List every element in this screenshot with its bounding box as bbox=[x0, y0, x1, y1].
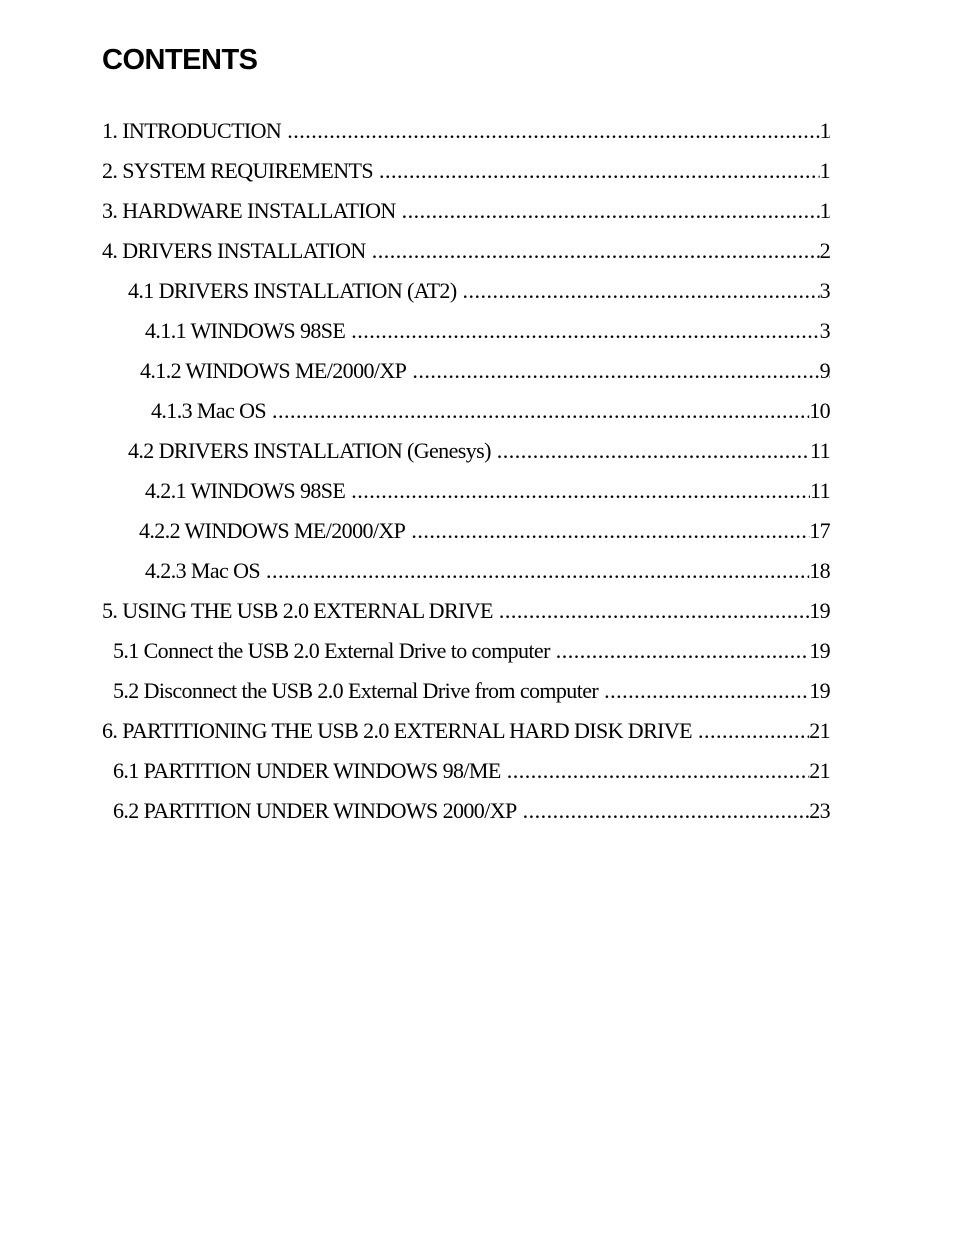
toc-entry-at2-windows-98se[interactable] bbox=[0, 311, 954, 351]
toc-entry-page: 21 bbox=[809, 751, 830, 791]
toc-entry-at2-windows-me-2000-xp[interactable] bbox=[0, 351, 954, 391]
toc-entry-introduction[interactable] bbox=[0, 111, 954, 151]
toc-entry-disconnect-drive[interactable] bbox=[0, 671, 954, 711]
toc-entry-page: 23 bbox=[809, 791, 830, 831]
toc-entry-page: 1 bbox=[820, 111, 830, 151]
toc-entry-label: 4.1.3 Mac OS ..... bbox=[151, 391, 830, 431]
toc-entry-page: 18 bbox=[809, 551, 830, 591]
toc-entry-label: 1. INTRODUCTION ..... bbox=[102, 111, 830, 151]
toc-entry-using-external-drive[interactable] bbox=[0, 591, 954, 631]
toc-entry-partition-98-me[interactable] bbox=[0, 751, 954, 791]
toc-entry-drivers-installation[interactable] bbox=[0, 231, 954, 271]
toc-entry-page: 3 bbox=[820, 311, 830, 351]
toc-entry-system-requirements[interactable] bbox=[0, 151, 954, 191]
toc-entry-partitioning[interactable] bbox=[0, 711, 954, 751]
toc-entry-label: 5.2 Disconnect the USB 2.0 External Drive from computer ..... bbox=[113, 671, 830, 711]
toc-entry-genesys-mac-os[interactable] bbox=[0, 551, 954, 591]
toc-entry-partition-2000-xp[interactable] bbox=[0, 791, 954, 831]
toc-entry-page: 17 bbox=[809, 511, 830, 551]
toc-entry-genesys-windows-98se[interactable] bbox=[0, 471, 954, 511]
toc-entry-drivers-installation-at2[interactable] bbox=[0, 271, 954, 311]
toc-entry-label: 4.1 DRIVERS INSTALLATION (AT2) ..... bbox=[128, 271, 830, 311]
toc-entry-label: 4.2.2 WINDOWS ME/2000/XP ..... bbox=[139, 511, 830, 551]
toc-entry-label: 4.2 DRIVERS INSTALLATION (Genesys) ..... bbox=[128, 431, 830, 471]
toc-entry-page: 1 bbox=[820, 191, 830, 231]
toc-entry-page: 1 bbox=[820, 151, 830, 191]
toc-entry-hardware-installation[interactable] bbox=[0, 191, 954, 231]
toc-entry-label: 5. USING THE USB 2.0 EXTERNAL DRIVE ..... bbox=[102, 591, 830, 631]
toc-entry-page: 21 bbox=[809, 711, 830, 751]
toc-entry-label: 6. PARTITIONING THE USB 2.0 EXTERNAL HARD DISK DRIVE ..... bbox=[102, 711, 830, 751]
toc-entry-label: 4.2.3 Mac OS ..... bbox=[145, 551, 830, 591]
toc-entry-page: 9 bbox=[820, 351, 830, 391]
toc-entry-page: 3 bbox=[820, 271, 830, 311]
toc-entry-page: 19 bbox=[809, 671, 830, 711]
page-title: CONTENTS bbox=[102, 44, 258, 76]
toc-entry-label: 6.2 PARTITION UNDER WINDOWS 2000/XP ..... bbox=[113, 791, 830, 831]
toc-entry-label: 4.1.1 WINDOWS 98SE ..... bbox=[145, 311, 830, 351]
toc-entry-label: 4.1.2 WINDOWS ME/2000/XP ..... bbox=[140, 351, 830, 391]
toc-entry-page: 10 bbox=[809, 391, 830, 431]
toc-entry-label: 4. DRIVERS INSTALLATION ..... bbox=[102, 231, 830, 271]
toc-entry-label: 3. HARDWARE INSTALLATION ..... bbox=[102, 191, 830, 231]
toc-entry-page: 2 bbox=[820, 231, 830, 271]
toc-entry-label: 5.1 Connect the USB 2.0 External Drive to computer ..... bbox=[113, 631, 830, 671]
toc-entry-at2-mac-os[interactable] bbox=[0, 391, 954, 431]
toc-entry-page: 11 bbox=[810, 471, 830, 511]
toc-entry-page: 19 bbox=[809, 631, 830, 671]
toc-entry-genesys-windows-me-2000-xp[interactable] bbox=[0, 511, 954, 551]
toc-entry-drivers-installation-genesys[interactable] bbox=[0, 431, 954, 471]
toc-entry-connect-drive[interactable] bbox=[0, 631, 954, 671]
toc-entry-label: 4.2.1 WINDOWS 98SE ..... bbox=[145, 471, 830, 511]
toc-entry-label: 2. SYSTEM REQUIREMENTS ..... bbox=[102, 151, 830, 191]
toc-entry-page: 19 bbox=[809, 591, 830, 631]
table-of-contents bbox=[0, 111, 954, 831]
toc-entry-label: 6.1 PARTITION UNDER WINDOWS 98/ME ..... bbox=[113, 751, 830, 791]
toc-entry-page: 11 bbox=[810, 431, 830, 471]
